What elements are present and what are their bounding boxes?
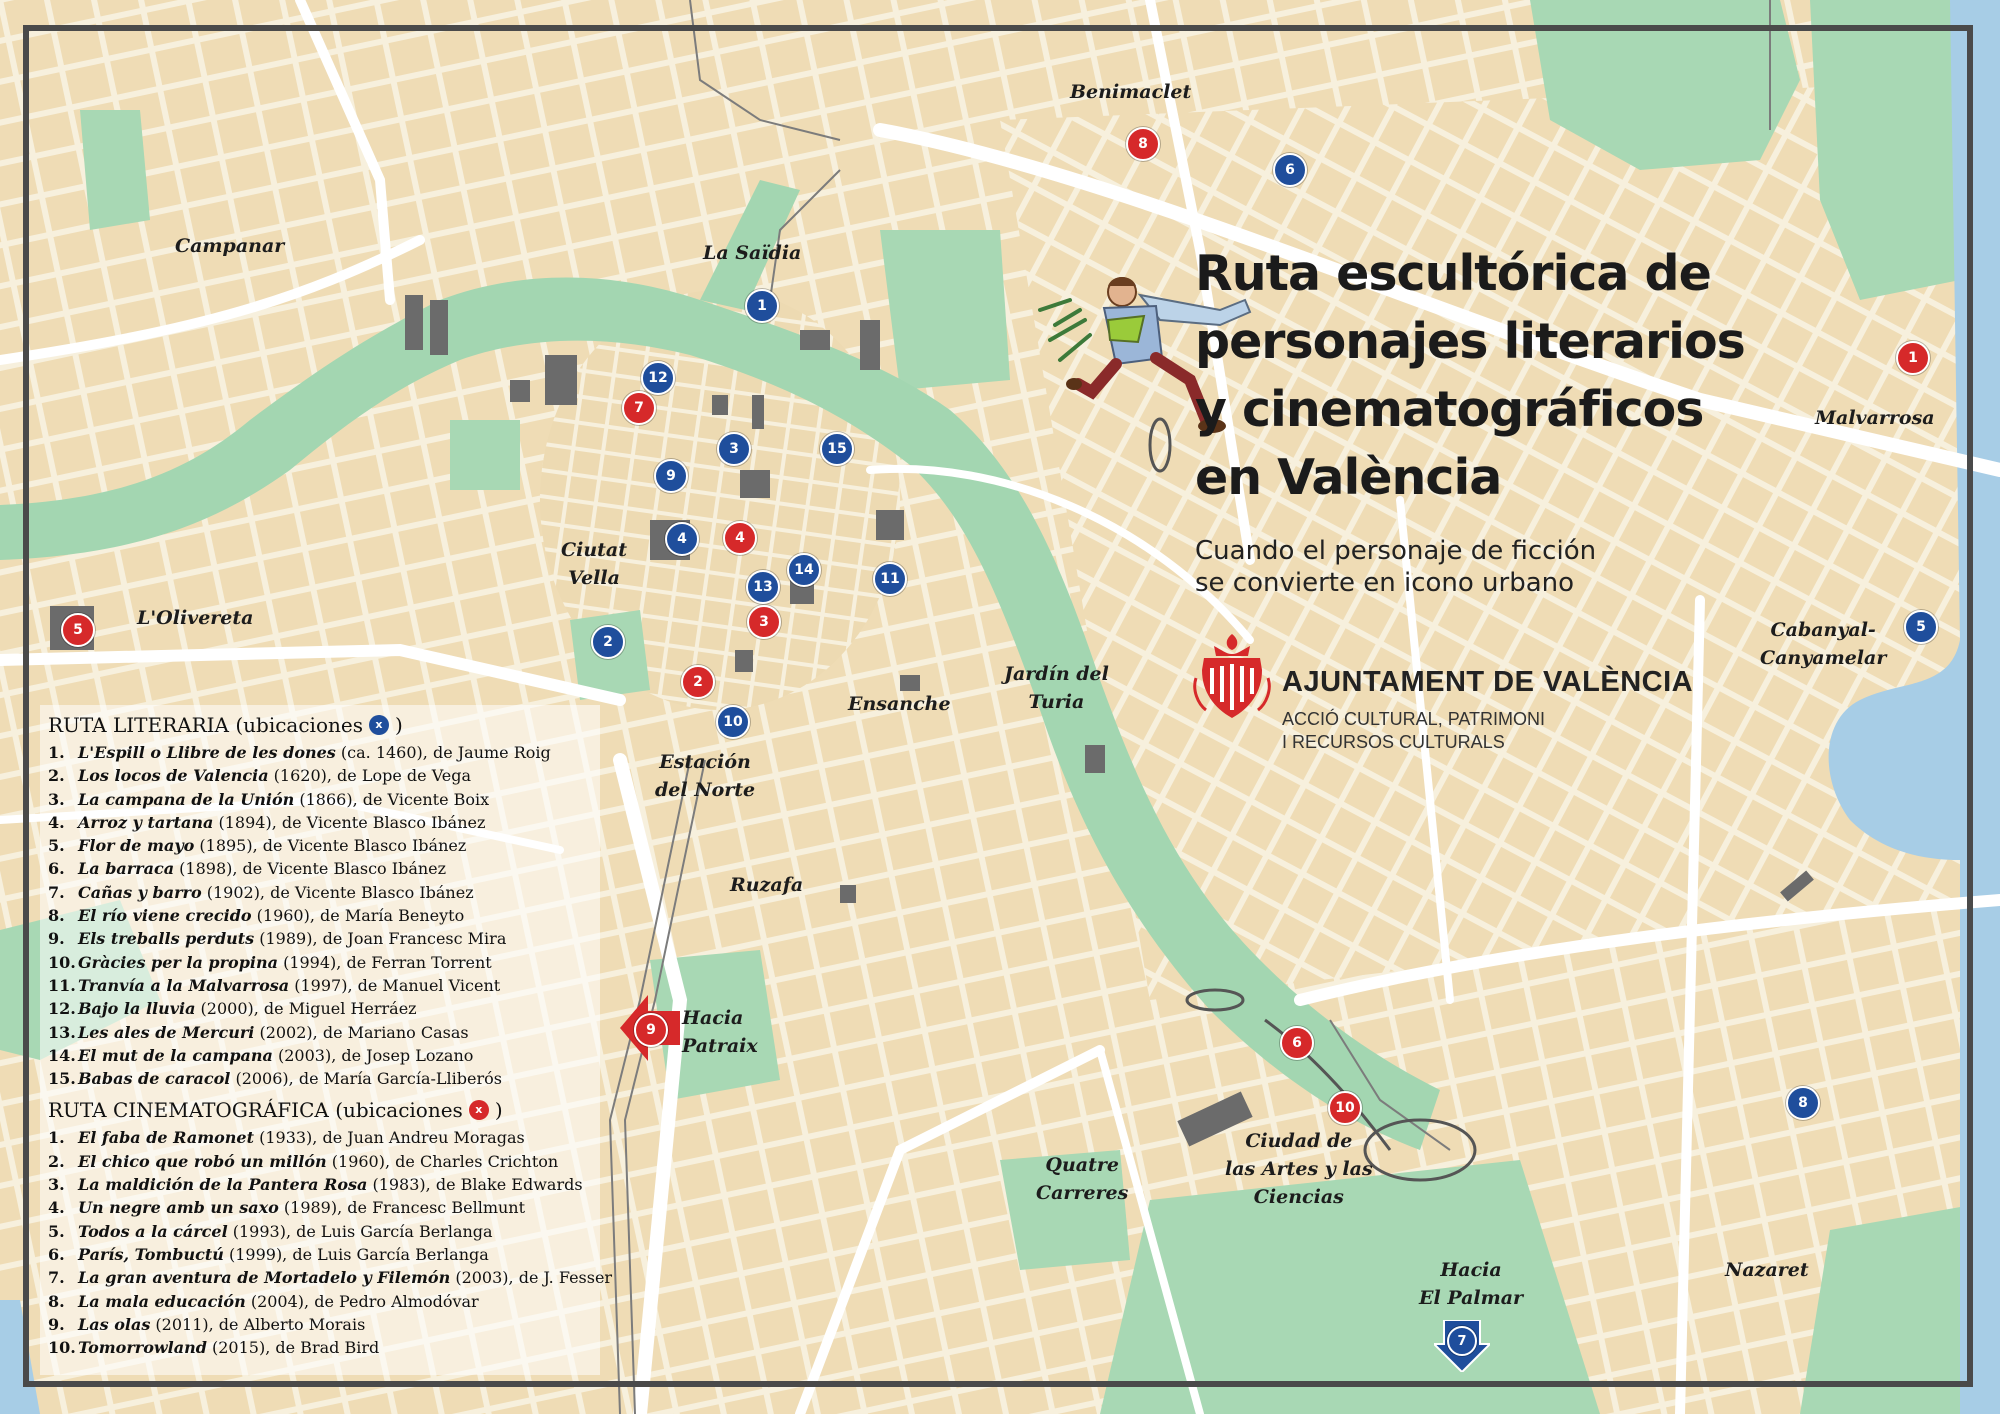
institution-name: AJUNTAMENT DE VALÈNCIA — [1282, 666, 1694, 698]
literaria-item-credit: (1989), de Joan Francesc Mira — [254, 929, 507, 949]
literaria-item-number: 15. — [48, 1069, 76, 1089]
marker-cin-9[interactable]: 9 — [634, 1013, 668, 1047]
literaria-item — [48, 1044, 608, 1067]
literaria-item-title: Els treballs perduts — [78, 929, 255, 949]
legend-literaria-heading-text: RUTA LITERARIA (ubicaciones — [48, 713, 363, 737]
cinematografica-item — [48, 1313, 608, 1336]
literaria-item-title: Flor de mayo — [78, 836, 195, 856]
literaria-item — [48, 811, 608, 834]
marker-cin-3[interactable]: 3 — [747, 605, 781, 639]
cinematografica-item — [48, 1336, 608, 1359]
literaria-item-number: 1. — [48, 743, 65, 762]
cinematografica-item — [48, 1173, 608, 1196]
cinematografica-item-title: La mala educación — [78, 1291, 246, 1311]
cinematografica-item-number: 5. — [48, 1221, 65, 1241]
cinematografica-item-number: 1. — [48, 1128, 65, 1148]
literaria-item-credit: (1997), de Manuel Vicent — [289, 975, 501, 995]
literaria-item-number: 6. — [48, 859, 65, 879]
cinematografica-item-credit: (1993), de Luis García Berlanga — [227, 1221, 493, 1241]
marker-cin-8[interactable]: 8 — [1126, 127, 1160, 161]
cinematografica-item-number: 10. — [48, 1338, 76, 1358]
district-nazaret: Nazaret — [1725, 1259, 1809, 1281]
district-ruzafa: Ruzafa — [730, 874, 804, 896]
cinematografica-item — [48, 1243, 608, 1266]
marker-cin-1[interactable]: 1 — [1896, 341, 1930, 375]
cinematografica-item — [48, 1150, 608, 1173]
legend-literaria-heading — [48, 713, 608, 737]
cinematografica-item-title: La gran aventura de Mortadelo y Filemón — [78, 1268, 451, 1288]
literaria-item-title: L'Espill o Llibre de les dones — [78, 743, 336, 762]
cinematografica-item-number: 7. — [48, 1268, 65, 1288]
marker-lit-5[interactable]: 5 — [1904, 610, 1938, 644]
marker-cin-4[interactable]: 4 — [723, 521, 757, 555]
literaria-item — [48, 951, 608, 974]
marker-lit-12[interactable]: 12 — [641, 361, 675, 395]
district-olivereta: L'Olivereta — [137, 607, 254, 629]
literaria-item-credit: (1866), de Vicente Boix — [294, 789, 490, 809]
literaria-item — [48, 834, 608, 857]
marker-cin-7[interactable]: 7 — [622, 391, 656, 425]
literaria-item-credit: (1895), de Vicente Blasco Ibánez — [194, 836, 467, 856]
institution-dept — [1282, 708, 1545, 754]
map-title-line-1: Ruta escultórica de — [1195, 245, 1711, 302]
literaria-item-number: 3. — [48, 789, 65, 809]
literaria-item — [48, 997, 608, 1020]
map-subtitle-line-2: se convierte en icono urbano — [1195, 568, 1575, 598]
map-title — [1195, 240, 1795, 512]
literaria-item-credit: (1894), de Vicente Blasco Ibánez — [213, 812, 486, 832]
cinematografica-item — [48, 1126, 608, 1149]
map-title-line-2: personajes literarios — [1195, 313, 1745, 370]
literaria-item-credit: (1960), de María Beneyto — [251, 906, 465, 926]
literaria-item-title: El río viene crecido — [78, 906, 252, 926]
cinematografica-item-credit: (2015), de Brad Bird — [206, 1338, 380, 1358]
institution-dept-line-2: I RECURSOS CULTURALS — [1282, 732, 1505, 752]
direction-patraix-label: Hacia Patraix — [682, 1007, 758, 1057]
cinematografica-item-credit: (1983), de Blake Edwards — [367, 1175, 583, 1195]
cinematografica-item-title: Las olas — [78, 1314, 151, 1334]
literaria-item — [48, 1067, 608, 1090]
marker-lit-8[interactable]: 8 — [1786, 1086, 1820, 1120]
cinematografica-item-number: 4. — [48, 1198, 65, 1218]
literaria-item-credit: (2006), de María García-Lliberós — [230, 1069, 502, 1089]
marker-lit-3[interactable]: 3 — [717, 432, 751, 466]
literaria-item-credit: (1994), de Ferran Torrent — [277, 952, 492, 972]
literaria-item — [48, 857, 608, 880]
literaria-item-title: Les ales de Mercuri — [78, 1022, 255, 1042]
legend-cinematografica-heading — [48, 1098, 608, 1122]
literaria-item-title: Tranvía a la Malvarrosa — [78, 975, 290, 995]
literaria-item-number: 12. — [48, 999, 76, 1019]
district-quatre-carreres: Quatre Carreres — [1036, 1154, 1129, 1204]
marker-lit-4[interactable]: 4 — [665, 522, 699, 556]
literaria-item — [48, 904, 608, 927]
literaria-item-number: 11. — [48, 975, 76, 995]
map-subtitle-line-1: Cuando el personaje de ficción — [1195, 536, 1597, 566]
district-benimaclet: Benimaclet — [1070, 81, 1192, 103]
marker-lit-13[interactable]: 13 — [746, 570, 780, 604]
marker-lit-1[interactable]: 1 — [745, 289, 779, 323]
cinematografica-item-number: 8. — [48, 1291, 65, 1311]
literaria-item-number: 13. — [48, 1022, 76, 1042]
cinematografica-item — [48, 1196, 608, 1219]
literaria-item — [48, 1021, 608, 1044]
red-dot-icon: x — [469, 1100, 489, 1120]
cinematografica-item-number: 3. — [48, 1175, 65, 1195]
cinematografica-item-credit: (2011), de Alberto Morais — [150, 1314, 366, 1334]
legend-cinematografica-list — [48, 1126, 613, 1359]
literaria-item-number: 7. — [48, 882, 65, 902]
literaria-item-credit: (ca. 1460), de Jaume Roig — [335, 743, 551, 762]
literaria-item-number: 8. — [48, 906, 65, 926]
blue-dot-icon: x — [369, 715, 389, 735]
district-estacion-norte: Estación del Norte — [655, 751, 756, 801]
literaria-item-title: Gràcies per la propina — [78, 952, 278, 972]
literaria-item — [48, 974, 608, 997]
cinematografica-item-credit: (1999), de Luis García Berlanga — [223, 1244, 489, 1264]
literaria-item-credit: (1620), de Lope de Vega — [268, 766, 472, 786]
cinematografica-item-title: La maldición de la Pantera Rosa — [78, 1175, 368, 1195]
literaria-item-title: Arroz y tartana — [78, 812, 214, 832]
direction-el-palmar[interactable] — [1434, 1320, 1490, 1372]
district-ciudad-artes: Ciudad de las Artes y las Ciencias — [1225, 1130, 1373, 1208]
cinematografica-item-title: El chico que robó un millón — [78, 1151, 327, 1171]
literaria-item — [48, 741, 608, 764]
literaria-item-credit: (1902), de Vicente Blasco Ibánez — [201, 882, 474, 902]
literaria-item-title: Bajo la lluvia — [78, 999, 196, 1019]
legend-literaria-heading-close: ) — [394, 713, 403, 737]
marker-cin-2[interactable]: 2 — [681, 665, 715, 699]
literaria-item — [48, 927, 608, 950]
literaria-item-credit: (2002), de Mariano Casas — [254, 1022, 469, 1042]
legend-literaria-list — [48, 741, 608, 1090]
map-subtitle — [1195, 535, 1755, 599]
cinematografica-item — [48, 1290, 608, 1313]
direction-patraix[interactable] — [620, 993, 680, 1063]
literaria-item-title: La campana de la Unión — [78, 789, 295, 809]
literaria-item-number: 5. — [48, 836, 65, 856]
literaria-item-number: 10. — [48, 952, 76, 972]
literaria-item-title: El mut de la campana — [78, 1045, 273, 1065]
literaria-item-number: 2. — [48, 766, 65, 786]
cinematografica-item-number: 9. — [48, 1314, 65, 1334]
literaria-item-title: Los locos de Valencia — [78, 766, 269, 786]
literaria-item-credit: (2000), de Miguel Herráez — [195, 999, 417, 1019]
literaria-item-title: Babas de caracol — [78, 1069, 231, 1089]
literaria-item-number: 14. — [48, 1045, 76, 1065]
literaria-item-title: Cañas y barro — [78, 882, 202, 902]
cinematografica-item-title: París, Tombuctú — [78, 1244, 224, 1264]
cinematografica-item — [48, 1220, 608, 1243]
marker-cin-5[interactable]: 5 — [61, 613, 95, 647]
cinematografica-item-credit: (2004), de Pedro Almodóvar — [245, 1291, 479, 1311]
cinematografica-item-title: Tomorrowland — [78, 1338, 207, 1358]
legend-panel — [40, 705, 613, 1375]
cinematografica-item-title: Todos a la cárcel — [78, 1221, 228, 1241]
district-cabanyal: Cabanyal- Canyamelar — [1760, 619, 1887, 669]
literaria-item-credit: (1898), de Vicente Blasco Ibánez — [174, 859, 447, 879]
cinematografica-item-credit: (1989), de Francesc Bellmunt — [278, 1198, 526, 1218]
literaria-item-title: La barraca — [78, 859, 175, 879]
district-campanar: Campanar — [175, 235, 285, 257]
legend-cinematografica-heading-text: RUTA CINEMATOGRÁFICA (ubicaciones — [48, 1098, 463, 1123]
cinematografica-item-credit: (1933), de Juan Andreu Moragas — [254, 1128, 525, 1148]
cinematografica-item-number: 6. — [48, 1244, 65, 1264]
literaria-item — [48, 788, 608, 811]
cinematografica-item — [48, 1266, 613, 1289]
institution-logo[interactable] — [1192, 630, 1712, 760]
literaria-item — [48, 881, 608, 904]
marker-lit-9[interactable]: 9 — [654, 459, 688, 493]
institution-dept-line-1: ACCIÓ CULTURAL, PATRIMONI — [1282, 709, 1546, 729]
marker-lit-6[interactable]: 6 — [1273, 153, 1307, 187]
district-malvarrosa: Malvarrosa — [1815, 407, 1935, 429]
marker-lit-14[interactable]: 14 — [787, 553, 821, 587]
map-title-line-3: y cinematográficos — [1195, 381, 1704, 438]
direction-el-palmar-label: Hacia El Palmar — [1419, 1259, 1524, 1309]
marker-cin-10[interactable]: 10 — [1328, 1091, 1362, 1125]
cinematografica-item-credit: (1960), de Charles Crichton — [326, 1151, 559, 1171]
marker-lit-7[interactable]: 7 — [1447, 1326, 1477, 1356]
marker-lit-15[interactable]: 15 — [820, 432, 854, 466]
map-title-line-4: en València — [1195, 449, 1502, 506]
literaria-item-credit: (2003), de Josep Lozano — [272, 1045, 474, 1065]
coat-of-arms-icon — [1192, 630, 1272, 725]
literaria-item-number: 4. — [48, 812, 65, 832]
cinematografica-item-title: Un negre amb un saxo — [78, 1198, 279, 1218]
cinematografica-item-title: El faba de Ramonet — [78, 1128, 254, 1148]
marker-lit-2[interactable]: 2 — [591, 625, 625, 659]
marker-cin-6[interactable]: 6 — [1280, 1026, 1314, 1060]
district-la-saidia: La Saïdia — [703, 242, 802, 264]
cinematografica-item-credit: (2003), de J. Fesser — [450, 1268, 613, 1288]
legend-cinematografica-heading-close: ) — [494, 1098, 503, 1123]
district-ciutat-vella: Ciutat Vella — [561, 539, 628, 589]
literaria-item — [48, 764, 608, 787]
literaria-item-number: 9. — [48, 929, 65, 949]
district-jardin-turia: Jardín del Turia — [1004, 663, 1109, 713]
marker-lit-10[interactable]: 10 — [716, 705, 750, 739]
marker-lit-11[interactable]: 11 — [873, 562, 907, 596]
cinematografica-item-number: 2. — [48, 1151, 65, 1171]
district-ensanche: Ensanche — [848, 693, 951, 715]
